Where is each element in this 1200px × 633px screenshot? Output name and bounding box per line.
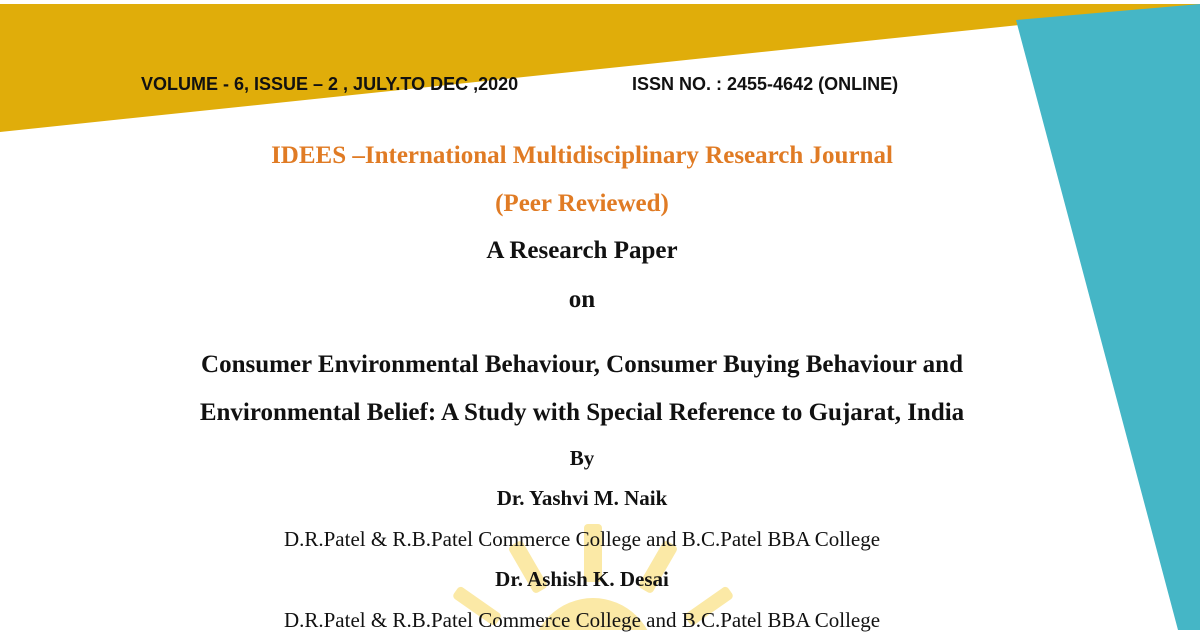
author-affiliation-2: D.R.Patel & R.B.Patel Commerce College and B.C.Patel BBA College	[283, 608, 881, 632]
on-heading: on	[568, 286, 596, 313]
by-label: By	[569, 446, 595, 470]
paper-title-line-2: Environmental Belief: A Study with Special Reference to Gujarat, India	[199, 399, 965, 426]
author-name-2: Dr. Ashish K. Desai	[495, 567, 669, 591]
volume-issue-text: VOLUME - 6, ISSUE – 2 , JULY.TO DEC ,2020	[141, 74, 519, 94]
issue-header	[0, 74, 1200, 98]
author-affiliation-1: D.R.Patel & R.B.Patel Commerce College and B.C.Patel BBA College	[283, 527, 881, 551]
paper-title-line-1: Consumer Environmental Behaviour, Consumer Buying Behaviour and	[201, 351, 963, 378]
author-name-1: Dr. Yashvi M. Naik	[496, 486, 668, 510]
paper-type-heading: A Research Paper	[486, 237, 678, 264]
issn-text: ISSN NO. : 2455-4642 (ONLINE)	[632, 74, 899, 94]
journal-name: IDEES –International Multidisciplinary Research Journal	[271, 142, 893, 169]
peer-reviewed-label: (Peer Reviewed)	[495, 190, 669, 217]
